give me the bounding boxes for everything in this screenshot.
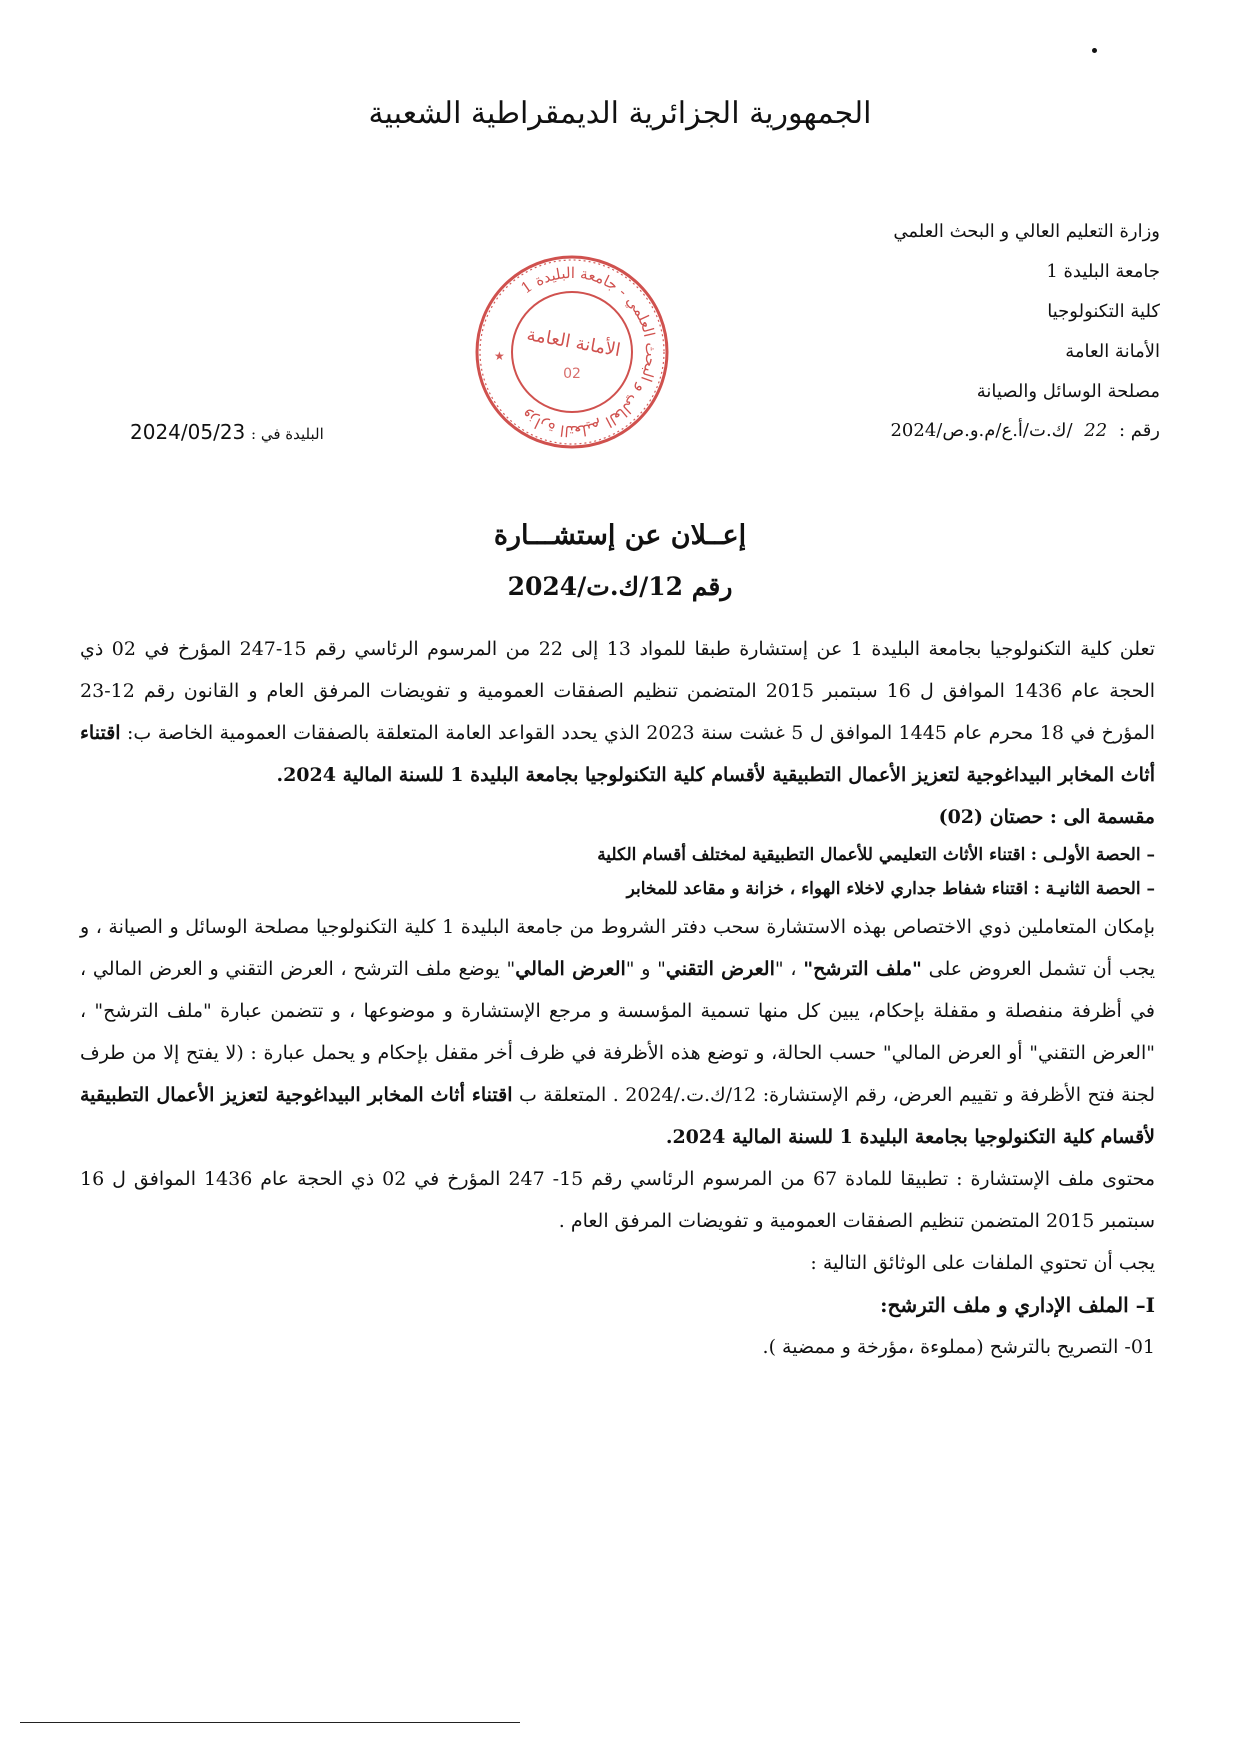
reference-label: رقم :: [1118, 420, 1160, 441]
secretariat-line: الأمانة العامة: [1065, 341, 1160, 362]
offers-text-c: " يوضع ملف الترشح ، العرض التقني و العرض المالي ، في أظرفة منفصلة و مقفلة بإحكام، يبين كل منها تسمية المؤسسة و مرجع الإستشارة و موضوعها ، و تتضمن عبارة "ملف الترشح" ، "العرض التقني" أو العرض المالي" حسب الحالة، و توضع هذه الأظرفة في ظرف أخر مقفل بإحكام و يحمل عبارة : (لا يفتح إلا من طرف لجنة فتح الأظرفة و تقييم العرض، رقم الإستشارة: 12/ك.ت./2024 . المتعلقة ب: [80, 958, 1155, 1106]
lot-2: [80, 872, 1155, 906]
lot-1-label: – الحصة الأولـى :: [1030, 845, 1155, 865]
seal-center-text: الأمانة العامة: [525, 324, 623, 362]
announcement-number: رقم 12/ك.ت/2024: [507, 572, 733, 601]
date-line: [130, 420, 324, 444]
offers-text-a: بإمكان المتعاملين ذوي الاختصاص بهذه الاستشارة سحب دفتر الشروط من جامعة البليدة 1 كلية التكنولوجيا مصلحة الوسائل و الصيانة ، و يجب أن تشمل العروض على: [80, 916, 1156, 980]
reference-code: /ك.ت/أ.ع/م.و.ص/2024: [890, 420, 1073, 441]
mark-dot: [1092, 48, 1097, 53]
service-line: مصلحة الوسائل والصيانة: [976, 381, 1160, 402]
intro-subject: اقتناء أثاث المخابر البيداغوجية لتعزيز الأعمال التطبيقية لأقسام كلية التكنولوجيا بجامعة البليدة 1 للسنة المالية 2024.: [80, 722, 1155, 786]
official-seal: [472, 252, 672, 452]
offers-paragraph: [80, 906, 1155, 1158]
announcement-title: إعــلان عن إستشـــارة: [493, 520, 747, 551]
lot-1-text: اقتناء الأثاث التعليمي للأعمال التطبيقية لمختلف أقسام الكلية: [597, 845, 1026, 865]
section-administrative: I– الملف الإداري و ملف الترشح:: [880, 1293, 1155, 1317]
issuer-block: [800, 212, 1160, 412]
content-paragraph: محتوى ملف الإستشارة : تطبيقا للمادة 67 من المرسوم الرئاسي رقم 15- 247 المؤرخ في 02 ذي الحجة عام 1436 الموافق ل 16 سبتمبر 2015 المتضمن تنظيم الصفقات العمومية و تفويضات المرفق العام .: [80, 1168, 1155, 1232]
lot-1: [80, 838, 1155, 872]
offers-subject: اقتناء أثاث المخابر البيداغوجية لتعزيز الأعمال التطبيقية لأقسام كلية التكنولوجيا بجامعة البليدة 1 للسنة المالية 2024.: [80, 1084, 1155, 1148]
item-1: 01- التصريح بالترشح (مملوءة ،مؤرخة و ممضية ).: [762, 1336, 1155, 1358]
offers-technical: العرض التقني: [665, 958, 775, 980]
lots-title: مقسمة الى : حصتان (02): [938, 806, 1155, 828]
ministry-line: وزارة التعليم العالي و البحث العلمي: [893, 221, 1160, 242]
footer-rule: [20, 1722, 520, 1723]
date-label: البليدة في :: [251, 425, 324, 443]
seal-center-number: 02: [563, 366, 581, 382]
offers-candidacy: "ملف الترشح": [803, 958, 922, 980]
announcement-body: [80, 628, 1155, 1368]
offers-sep-1: ، ": [774, 958, 804, 980]
reference-line: [890, 420, 1160, 441]
republic-title: الجمهورية الجزائرية الديمقراطية الشعبية: [368, 96, 872, 131]
lot-2-label: – الحصة الثانيـة :: [1033, 879, 1155, 899]
star-icon: ★: [494, 349, 505, 363]
intro-text: تعلن كلية التكنولوجيا بجامعة البليدة 1 عن إستشارة طبقا للمواد 13 إلى 22 من المرسوم الرئاسي رقم 15-247 المؤرخ في 02 ذي الحجة عام 1436 الموافق ل 16 سبتمبر 2015 المتضمن تنظيم الصفقات العمومية و تفويضات المرفق العام و القانون رقم 12-23 المؤرخ في 18 محرم عام 1445 الموافق ل 5 غشت سنة 2023 الذي يحدد القواعد العامة المتعلقة بالصفقات العمومية الخاصة ب:: [80, 638, 1156, 744]
intro-paragraph: [80, 628, 1155, 796]
offers-sep-2: " و ": [625, 958, 666, 980]
documents-intro: يجب أن تحتوي الملفات على الوثائق التالية :: [810, 1252, 1155, 1274]
lot-2-text: اقتناء شفاط جداري لاخلاء الهواء ، خزانة و مقاعد للمخابر: [626, 879, 1029, 899]
faculty-line: كلية التكنولوجيا: [1047, 301, 1160, 322]
seal-ring-text: وزارة التعليم العالي و البحث العلمي - جامعة البليدة 1: [517, 263, 661, 441]
university-line: جامعة البليدة 1: [1046, 261, 1160, 282]
offers-financial: العرض المالي: [515, 958, 626, 980]
date-value: 2024/05/23: [130, 420, 246, 444]
reference-number: 22: [1084, 420, 1108, 441]
